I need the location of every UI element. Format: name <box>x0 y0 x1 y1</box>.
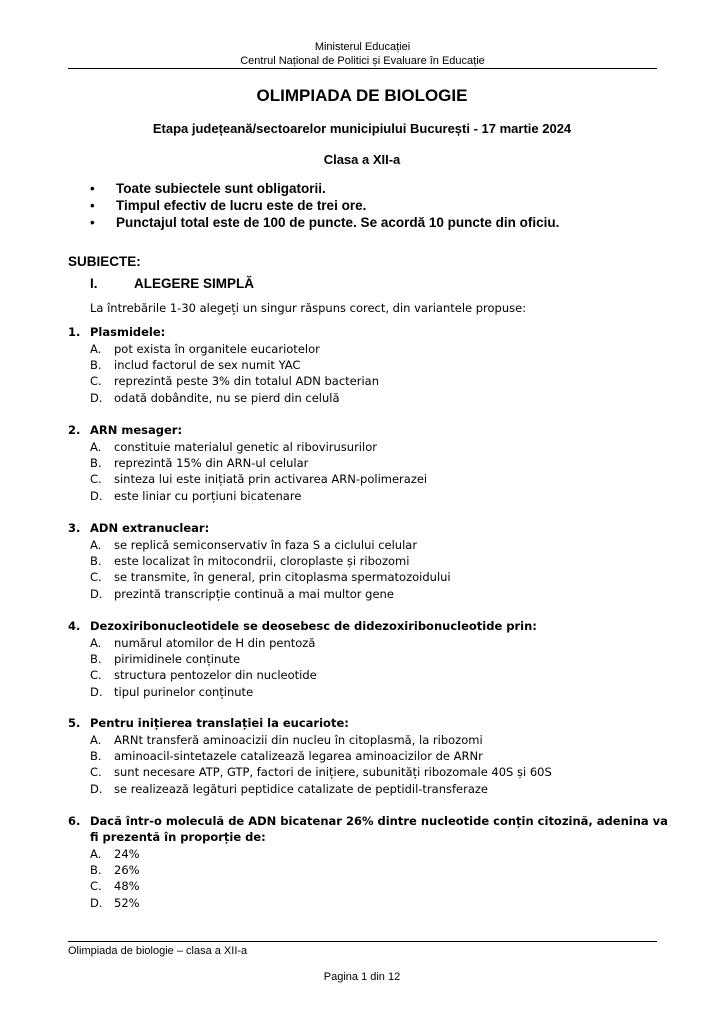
answer-option <box>90 488 668 504</box>
option-letter: B. <box>90 652 102 667</box>
answer-option <box>90 537 668 553</box>
option-letter: D. <box>90 895 103 910</box>
part-number: I. <box>90 276 98 291</box>
option-text: includ factorul de sex numit YAC <box>114 358 301 373</box>
option-letter: C. <box>90 570 102 585</box>
option-text: 48% <box>114 879 140 894</box>
answer-option <box>90 390 668 406</box>
answer-option <box>90 553 668 569</box>
option-letter: A. <box>90 847 102 861</box>
answer-option <box>90 748 668 764</box>
page-subtitle: Etapa județeană/sectoarelor municipiului București - 17 martie 2024 <box>152 121 572 136</box>
answer-option <box>90 684 668 700</box>
option-letter: A. <box>90 538 102 552</box>
option-text: structura pentozelor din nucleotide <box>114 668 317 683</box>
option-letter: A. <box>90 440 102 454</box>
option-letter: D. <box>90 781 103 796</box>
question-number: 3. <box>68 521 81 535</box>
option-letter: C. <box>90 668 102 683</box>
answer-option <box>90 895 668 911</box>
option-text: se replică semiconservativ în faza S a ciclului celular <box>114 538 418 552</box>
option-text: ARNt transferă aminoacizii din nucleu în citoplasmă, la ribozomi <box>114 733 483 747</box>
section-heading: SUBIECTE: <box>68 254 141 269</box>
question-text: Plasmidele: <box>90 325 166 339</box>
option-text: odată dobândite, nu se pierd din celulă <box>114 390 340 405</box>
footer-title: Olimpiada de biologie – clasa a XII-a <box>68 945 248 957</box>
question-text: Pentru inițierea translației la eucariote: <box>90 716 349 730</box>
question-item <box>68 715 668 797</box>
option-text: reprezintă peste 3% din totalul ADN bacterian <box>114 374 380 389</box>
option-text: pot exista în organitele eucariotelor <box>114 342 320 356</box>
rule-item: • Punctajul total este de 100 de puncte. Se acordă 10 puncte din oficiu. <box>90 214 559 231</box>
part-heading <box>90 276 254 291</box>
answer-option <box>90 455 668 471</box>
answer-option <box>90 651 668 667</box>
answer-option <box>90 846 668 862</box>
answer-option <box>90 569 668 585</box>
option-letter: D. <box>90 390 103 405</box>
option-letter: C. <box>90 374 102 389</box>
option-text: aminoacil-sintetazele catalizează legarea aminoacizilor de ARNr <box>114 749 483 764</box>
option-text: reprezintă 15% din ARN-ul celular <box>114 456 309 471</box>
option-letter: B. <box>90 358 102 373</box>
option-text: numărul atomilor de H din pentoză <box>114 636 316 650</box>
answer-option <box>90 439 668 455</box>
option-text: prezintă transcripție continuă a mai multor gene <box>114 586 394 601</box>
part-title: ALEGERE SIMPLĂ <box>134 276 255 291</box>
option-letter: B. <box>90 554 102 569</box>
header-center: Centrul Național de Politici și Evaluare în Educație <box>240 55 485 67</box>
option-letter: C. <box>90 472 102 487</box>
answer-option <box>90 732 668 748</box>
question-item <box>68 618 668 700</box>
answer-option <box>90 341 668 357</box>
page-number: Pagina 1 din 12 <box>323 971 401 983</box>
option-letter: A. <box>90 733 102 747</box>
question-item <box>68 520 668 602</box>
option-text: se realizează legături peptidice catalizate de peptidil-transferaze <box>114 781 488 796</box>
answer-option <box>90 471 668 487</box>
option-letter: B. <box>90 863 102 878</box>
answer-option <box>90 635 668 651</box>
document-header <box>68 40 657 68</box>
question-number: 4. <box>68 619 81 633</box>
instruction-text: La întrebările 1-30 alegeți un singur răspuns corect, din variantele propuse: <box>90 301 527 315</box>
page-title: OLIMPIADA DE BIOLOGIE <box>256 86 468 105</box>
question-text: ADN extranuclear: <box>90 521 210 535</box>
question-text: Dacă într-o moleculă de ADN bicatenar 26% dintre nucleotide conțin citozină, adenina va fi prezentă în proporție de: <box>90 814 668 844</box>
option-text: tipul purinelor conținute <box>114 684 254 699</box>
option-text: este localizat în mitocondrii, cloroplaste și ribozomi <box>114 554 410 569</box>
question-item <box>68 813 668 911</box>
answer-option <box>90 586 668 602</box>
footer-divider <box>68 941 657 942</box>
option-letter: D. <box>90 586 103 601</box>
answer-option <box>90 781 668 797</box>
answer-option <box>90 878 668 894</box>
option-letter: A. <box>90 342 102 356</box>
option-text: este liniar cu porțiuni bicatenare <box>114 488 302 503</box>
rule-item: • Toate subiectele sunt obligatorii. <box>90 180 559 197</box>
option-text: pirimidinele conținute <box>114 652 241 667</box>
option-letter: C. <box>90 765 102 780</box>
option-letter: C. <box>90 879 102 894</box>
rule-item: • Timpul efectiv de lucru este de trei ore. <box>90 197 559 214</box>
grade-label: Clasa a XII-a <box>323 152 401 167</box>
question-text: ARN mesager: <box>90 423 183 437</box>
option-text: 24% <box>114 847 140 861</box>
rules-list <box>90 180 559 231</box>
option-text: sunt necesare ATP, GTP, factori de inițiere, subunități ribozomale 40S și 60S <box>114 765 552 780</box>
answer-option <box>90 667 668 683</box>
question-number: 6. <box>68 814 81 828</box>
option-text: se transmite, în general, prin citoplasma spermatozoidului <box>114 570 451 585</box>
question-number: 5. <box>68 716 81 730</box>
option-letter: B. <box>90 456 102 471</box>
option-text: 26% <box>114 863 140 878</box>
header-divider <box>68 68 657 69</box>
option-text: constituie materialul genetic al ribovirusurilor <box>114 440 377 454</box>
question-item <box>68 324 668 406</box>
answer-option <box>90 764 668 780</box>
question-number: 1. <box>68 325 81 339</box>
answer-option <box>90 862 668 878</box>
question-item <box>68 422 668 504</box>
option-text: 52% <box>114 895 140 910</box>
option-letter: D. <box>90 488 103 503</box>
option-letter: A. <box>90 636 102 650</box>
option-letter: B. <box>90 749 102 764</box>
answer-option <box>90 373 668 389</box>
header-ministry: Ministerul Educației <box>314 41 411 53</box>
option-letter: D. <box>90 684 103 699</box>
option-text: sinteza lui este inițiată prin activarea ARN-polimerazei <box>114 472 428 487</box>
answer-option <box>90 357 668 373</box>
question-number: 2. <box>68 423 81 437</box>
question-text: Dezoxiribonucleotidele se deosebesc de didezoxiribonucleotide prin: <box>90 619 537 633</box>
